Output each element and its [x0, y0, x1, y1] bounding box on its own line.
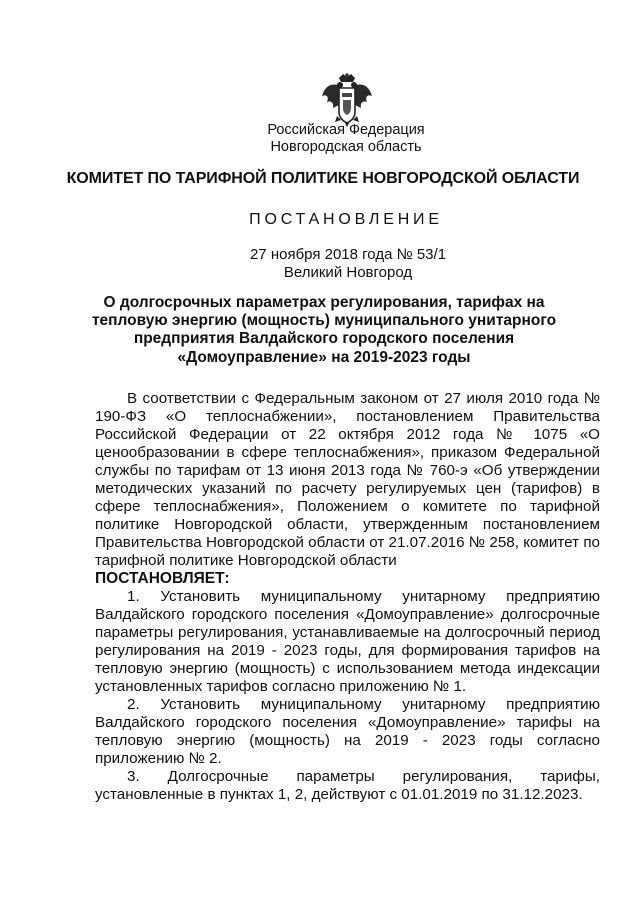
decree-item-2: 2. Установить муниципальному унитарному предприятию Валдайского городского поселения «Домоуправление» тарифы на тепловую энергию (мощность) на 2019 - 2023 годы согласно приложению № 2.	[95, 696, 600, 767]
document-body	[95, 390, 600, 804]
decree-item-3: 3. Долгосрочные параметры регулирования, тарифы, установленные в пунктах 1, 2, действуют с 01.01.2019 по 31.12.2023.	[95, 768, 600, 803]
title-line: «Домоуправление» на 2019-2023 годы	[177, 348, 471, 366]
date-number: 27 ноября 2018 года № 53/1	[249, 246, 447, 263]
document-title	[4, 294, 640, 367]
decree-item-1: 1. Установить муниципальному унитарному предприятию Валдайского городского поселения «Домоуправление» долгосрочные параметры регулирования, устанавливаемые на долгосрочный период регулирования на 2019 - 2023 годы, для формирования тарифов на тепловую энергию (мощность) с использованием метода индексации установленных тарифов согласно приложению № 1.	[95, 588, 600, 695]
title-line: О долгосрочных параметрах регулирования, тарифах на	[103, 294, 545, 311]
city-name: Великий Новгород	[283, 264, 413, 281]
title-line: тепловую энергию (мощность) муниципального унитарного	[91, 312, 557, 330]
preamble-paragraph: В соответствии с Федеральным законом от 27 июля 2010 года № 190-ФЗ «О теплоснабжении», постановлением Правительства Российской Федерации от 22 октября 2012 года № 1075 «О ценообразовании в сфере теплоснабжения», приказом Федеральной службы по тарифам от 13 июня 2013 года № 760-э «Об утверждении методических указаний по расчету регулируемых цен (тарифов) в сфере теплоснабжения», Положением о комитете по тарифной политике Новгородской области, утвержденным постановлением Правительства Новгородской области от 21.07.2016 № 258, комитет по тарифной политике Новгородской области	[95, 390, 600, 569]
committee-name: КОМИТЕТ ПО ТАРИФНОЙ ПОЛИТИКЕ НОВГОРОДСКОЙ ОБЛАСТИ	[66, 170, 580, 187]
coat-of-arms-icon	[319, 72, 375, 128]
document-type: ПОСТАНОВЛЕНИЕ	[249, 211, 443, 228]
decree-word: ПОСТАНОВЛЯЕТ:	[95, 570, 230, 587]
country-region	[26, 122, 640, 156]
country-name: Российская Федерация	[267, 122, 425, 138]
region-name: Новгородская область	[270, 139, 422, 155]
date-place-block	[28, 246, 640, 282]
title-line: предприятия Валдайского городского поселения	[133, 330, 515, 348]
